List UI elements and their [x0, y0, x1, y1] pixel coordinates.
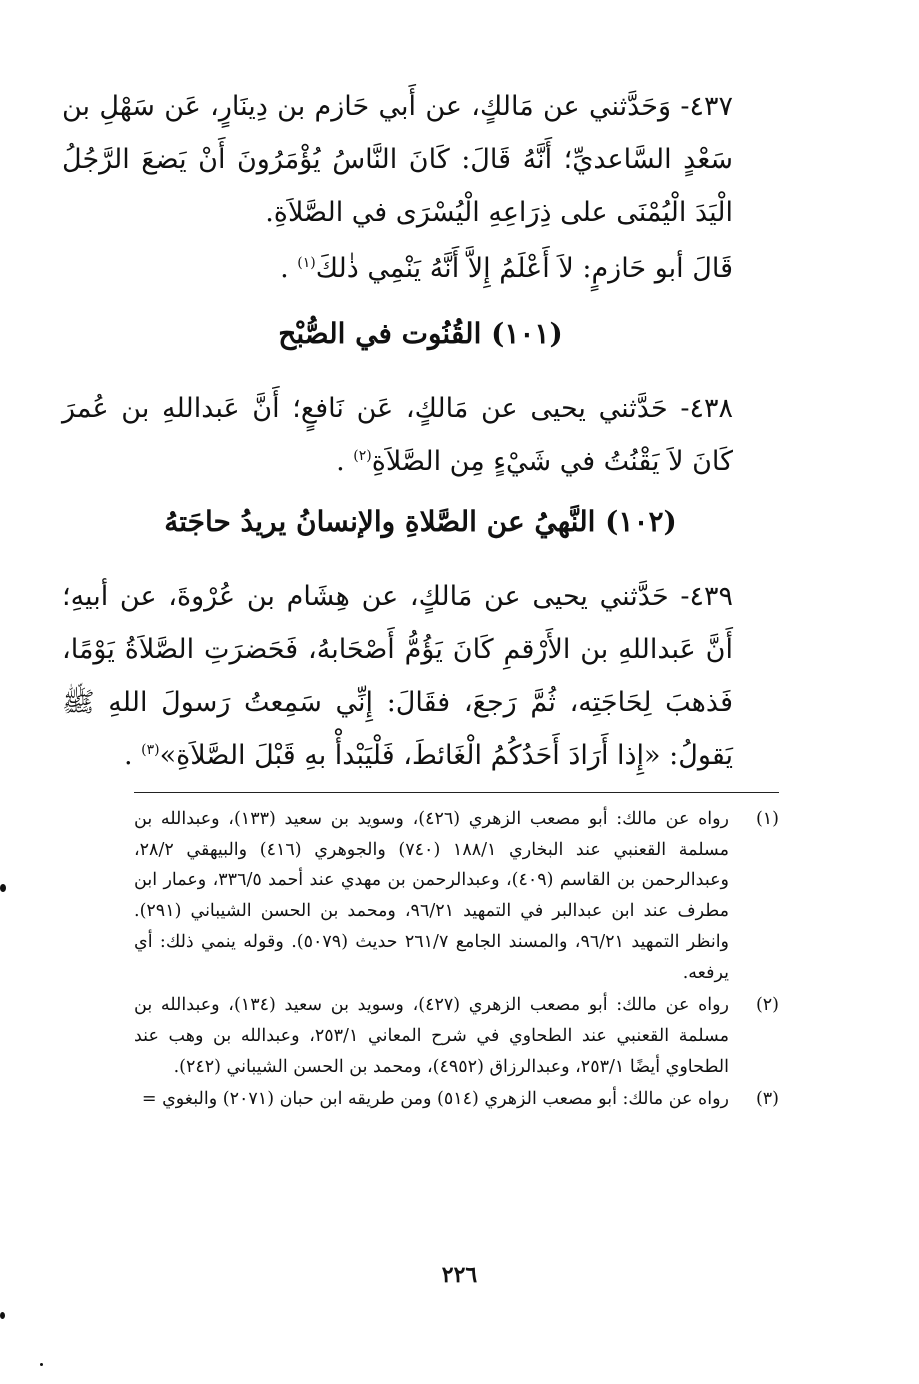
hadith-438-text: حَدَّثني يحيى عن مَالكٍ، عَن نَافعٍ؛ أَنَّ عَبداللهِ بن عُمرَ كَانَ لاَ يَقْنُتُ في شَيْءٍ مِن الصَّلاَةِ [62, 393, 733, 477]
footnote-3-number: (٣) [755, 1089, 779, 1110]
footnote-2-text: رواه عن مالك: أبو مصعب الزهري (٤٢٧)، وسويد بن سعيد (١٣٤)، وعبدالله بن مسلمة القعنبي عند الطحاوي في شرح المعاني ٢٥٣/١، وعبدالله بن وهب عند الطحاوي أيضًا ٢٥٣/١، وعبدالرزاق (٤٩٥٢)، ومحمد بن الحسن الشيباني (٢٤٢). [134, 995, 730, 1077]
hadith-439-paragraph [62, 570, 779, 782]
hadith-438-number: ٤٣٨- [680, 393, 733, 424]
footnote-1-text: رواه عن مالك: أبو مصعب الزهري (٤٢٦)، وسويد بن سعيد (١٣٣)، وعبدالله بن مسلمة القعنبي عند البخاري ١٨٨/١ (٧٤٠) والجوهري (٤١٦) والبيهقي ٢٨/٢، وعبدالرحمن بن القاسم (٤٠٩)، وعبدالرحمن بن مهدي عند أحمد ٣٣٦/٥، وعمار ابن مطرف عند ابن عبدالبر في التمهيد ٩٦/٢١، ومحمد بن الحسن الشيباني (٢٩١). وانظر التمهيد ٩٦/٢١، والمسند الجامع ٢٦١/٧ حديث (٥٠٧٩). وقوله ينمي ذلك: أي يرفعه. [134, 809, 730, 983]
hadith-438 [62, 382, 779, 488]
scan-speck [0, 884, 6, 892]
footnote-ref-2[interactable]: (٢) [353, 448, 372, 464]
scan-speck [40, 1363, 43, 1366]
chapter-101-title: (١٠١) القُنُوت في الصُّبْح [278, 317, 563, 350]
abu-hazim-statement [62, 242, 779, 295]
abu-hazim-paragraph [62, 242, 779, 295]
chapter-102 [62, 500, 779, 544]
hadith-439-tail: . [124, 740, 142, 771]
abu-hazim-text: قَالَ أبو حَازمٍ: لاَ أَعْلَمُ إِلاَّ أَنَّهُ يَنْمِي ذٰلكَ [315, 253, 733, 284]
footnote-1-number: (١) [755, 809, 779, 829]
footnote-2 [134, 990, 779, 1082]
footnote-3-text: رواه عن مالك: أبو مصعب الزهري (٥١٤) ومن طريقه ابن حبان (٢٠٧١) والبغوي = [141, 1089, 729, 1110]
page-number: ٢٢٦ [441, 1262, 478, 1288]
scan-speck [0, 1312, 5, 1319]
footnote-2-number: (٢) [755, 995, 779, 1016]
hadith-437-paragraph [62, 80, 779, 239]
footnote-ref-1[interactable]: (١) [297, 255, 316, 271]
footnote-ref-3[interactable]: (٣) [141, 742, 160, 758]
hadith-438-paragraph [62, 382, 779, 488]
hadith-439-number: ٤٣٩- [680, 581, 733, 612]
hadith-438-tail: . [336, 446, 354, 477]
abu-hazim-tail: . [280, 253, 298, 284]
hadith-437-number: ٤٣٧- [680, 91, 733, 122]
hadith-439-text: حَدَّثني يحيى عن مَالكٍ، عن هِشَام بن عُرْوةَ، عن أبيهِ؛ أَنَّ عَبداللهِ بن الأَرْقمِ كَانَ يَؤُمُّ أَصْحَابهُ، فَحَضرَتِ الصَّلاَةُ يَوْمًا، فَذهبَ لِحَاجَتِه، ثُمَّ رَجعَ، فقَالَ: إِنِّي سَمِعتُ رَسولَ اللهِ ﷺ يَقولُ: «إِذا أَرَادَ أَحَدُكُمُ الْغَائطَ، فَلْيَبْدأْ بهِ قَبْلَ الصَّلاَةِ» [62, 581, 733, 771]
footnote-1 [134, 804, 779, 988]
hadith-437-text: وَحَدَّثني عن مَالكٍ، عن أَبي حَازم بن دِينَارٍ، عَن سَهْلِ بن سَعْدٍ السَّاعديِّ؛ أَنَّهُ قَالَ: كَانَ النَّاسُ يُؤْمَرُونَ أَنْ يَضعَ الرَّجُلُ الْيَدَ الْيُمْنَى على ذِرَاعِهِ الْيُسْرَى في الصَّلاَةِ. [62, 91, 733, 228]
footnotes [134, 804, 779, 1117]
hadith-439 [62, 570, 779, 782]
chapter-102-title: (١٠٢) النَّهيُ عن الصَّلاةِ والإنسانُ يريدُ حاجَتهُ [164, 505, 677, 538]
hadith-437 [62, 80, 779, 239]
footnote-separator [134, 792, 779, 793]
chapter-101 [62, 312, 779, 356]
footnote-3 [134, 1084, 779, 1115]
